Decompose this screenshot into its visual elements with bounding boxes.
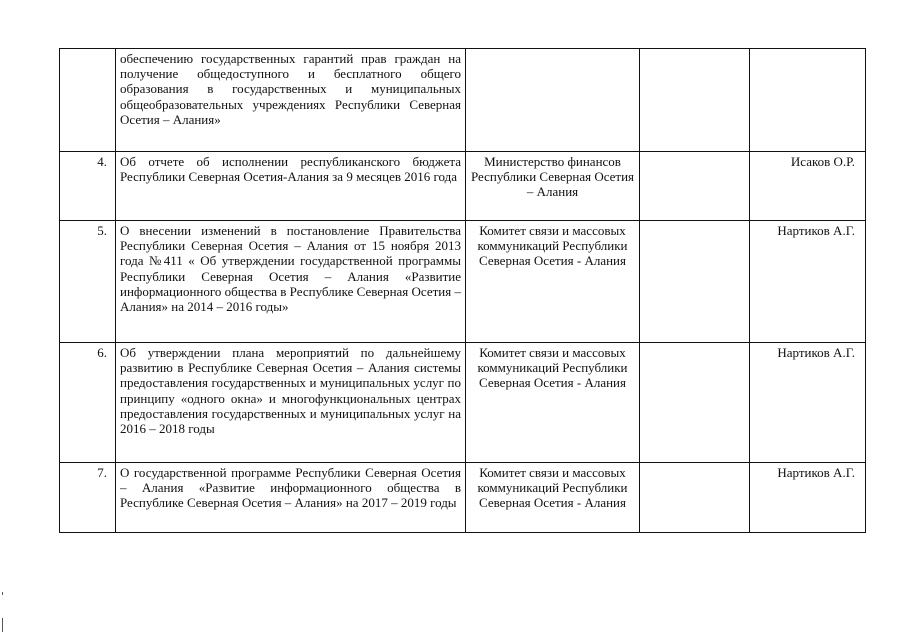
scan-margin-mark	[2, 592, 3, 595]
responsible-person	[750, 49, 866, 152]
agenda-item-title: О внесении изменений в постановление Правительства Республики Северная Осетия – Алания от 15 ноября 2013 года №411 « Об утверждении государственной программы Республики Северная Осетия – Алания «Развитие информационного общества в Республике Северная Осетия – Алания» на 2014 – 2016 годы»	[116, 221, 466, 343]
responsible-organization	[466, 49, 640, 152]
table-row	[60, 152, 866, 221]
row-number	[60, 49, 116, 152]
agenda-item-title: обеспечению государственных гарантий прав граждан на получение общедоступного и бесплатного общего образования в государственных и муниципальных общеобразовательных учреждениях Республики Северная Осетия – Алания»	[116, 49, 466, 152]
table-row	[60, 49, 866, 152]
row-number: 6.	[60, 343, 116, 463]
blank-cell	[640, 343, 750, 463]
responsible-person: Нартиков А.Г.	[750, 463, 866, 533]
responsible-organization: Комитет связи и массовых коммуникаций Республики Северная Осетия - Алания	[466, 463, 640, 533]
row-number: 5.	[60, 221, 116, 343]
responsible-organization: Министерство финансов Республики Северная Осетия – Алания	[466, 152, 640, 221]
responsible-person: Нартиков А.Г.	[750, 221, 866, 343]
responsible-organization: Комитет связи и массовых коммуникаций Республики Северная Осетия - Алания	[466, 221, 640, 343]
row-number: 7.	[60, 463, 116, 533]
blank-cell	[640, 152, 750, 221]
responsible-person: Нартиков А.Г.	[750, 343, 866, 463]
row-number: 4.	[60, 152, 116, 221]
table-row	[60, 463, 866, 533]
table-row	[60, 343, 866, 463]
agenda-table	[59, 48, 866, 533]
table-row	[60, 221, 866, 343]
blank-cell	[640, 49, 750, 152]
blank-cell	[640, 463, 750, 533]
responsible-organization: Комитет связи и массовых коммуникаций Республики Северная Осетия - Алания	[466, 343, 640, 463]
agenda-item-title: Об отчете об исполнении республиканского бюджета Республики Северная Осетия-Алания за 9 месяцев 2016 года	[116, 152, 466, 221]
agenda-item-title: О государственной программе Республики Северная Осетия – Алания «Развитие информационного общества в Республике Северная Осетия – Алания» на 2017 – 2019 годы	[116, 463, 466, 533]
responsible-person: Исаков О.Р.	[750, 152, 866, 221]
blank-cell	[640, 221, 750, 343]
agenda-item-title: Об утверждении плана мероприятий по дальнейшему развитию в Республике Северная Осетия – Алания системы предоставления государственных и муниципальных услуг по принципу «одного окна» и многофункциональных центрах предоставления государственных и муниципальных услуг на 2016 – 2018 годы	[116, 343, 466, 463]
scan-margin-mark	[2, 618, 3, 632]
